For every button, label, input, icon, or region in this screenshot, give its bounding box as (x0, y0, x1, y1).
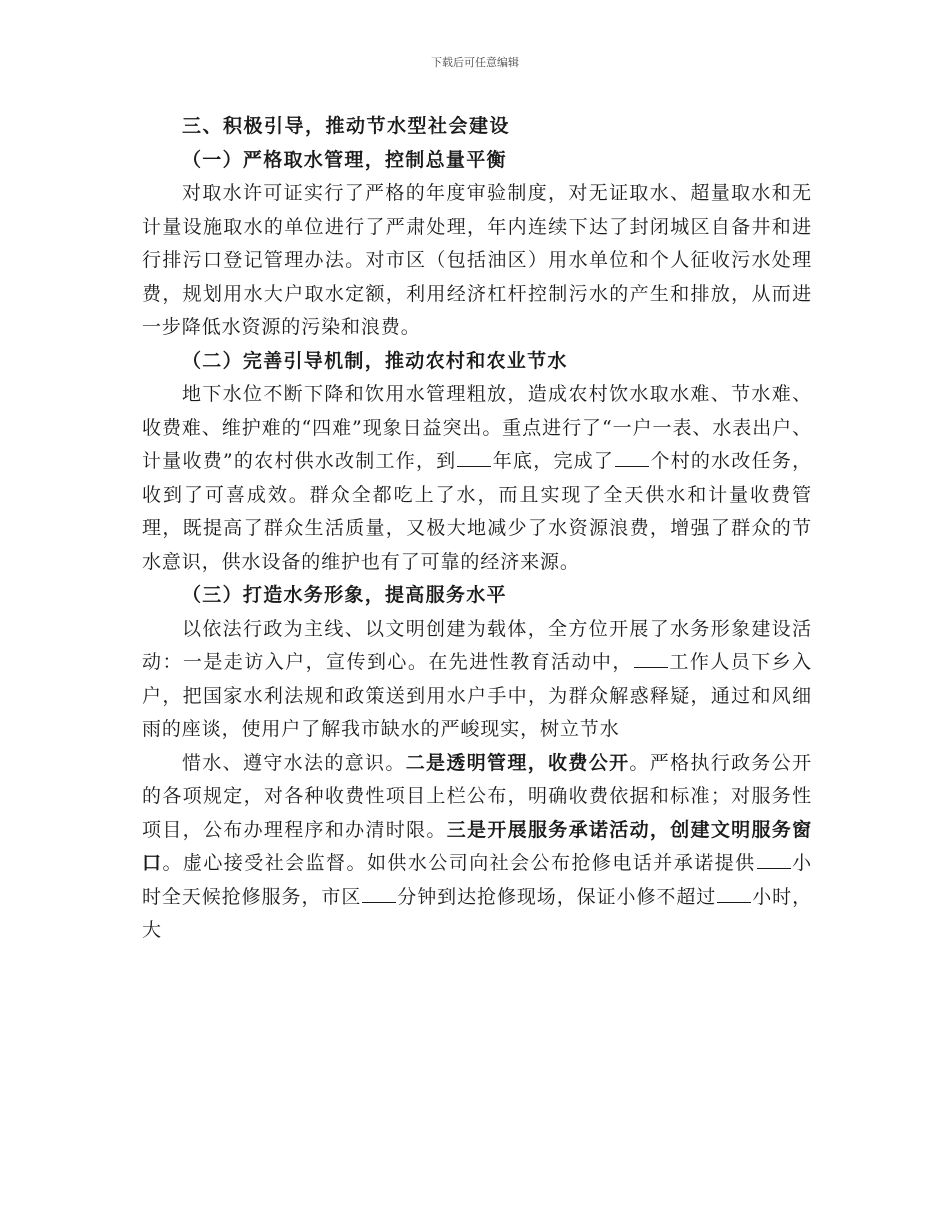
text-run: 惜水、遵守水法的意识。 (182, 751, 406, 774)
subsection-title-3: （三）打造水务形象，提高服务水平 (182, 584, 507, 606)
fill-blank (717, 884, 751, 903)
paragraph-4 (142, 747, 812, 948)
document-body (142, 110, 812, 948)
text-run: 。虚心接受社会监督。如供水公司向社会公布抢修电话并承诺提供 (162, 852, 756, 874)
fill-blank (615, 448, 649, 467)
bold-phrase: 二是透明管理，收费公开 (405, 751, 630, 774)
fill-blank (457, 448, 491, 467)
paragraph-1: 对取水许可证实行了严格的年度审验制度，对无证取水、超量取水和无计量设施取水的单位进行了严肃处理，年内连续下达了封闭城区自备井和进行排污口登记管理办法。对市区（包括油区）用水单位和个人征收污水处理费，规划用水大户取水定额，利用经济杠杆控制污水的产生和排放，从而进一步降低水资源的污染和浪费。 (142, 182, 812, 338)
paragraph-3 (142, 613, 812, 747)
section-title: 三、积极引导，推动节水型社会建设 (182, 115, 511, 137)
fill-blank (757, 850, 791, 869)
page-header: 下载后可任意编辑 (431, 56, 519, 69)
text-run: 以依法行政为主线、以文明创建为载体，全方位开展了水务形象建设活动：一是走访入户，宣传到心。在先进性教育活动中， (142, 617, 812, 673)
text-run: 工作人员下乡入户，把国家水利法规和政策送到用水户手中，为群众解惑释疑，通过和风细雨的座谈，使用户了解我市缺水的严峻现实，树立节水 (142, 651, 812, 740)
text-run: 小时，大 (142, 885, 812, 941)
paragraph-2 (142, 378, 812, 579)
bold-phrase: 三是开展服务承诺活动，创建文明服务窗口 (142, 818, 812, 874)
subsection-title-2: （二）完善引导机制，推动农村和农业节水 (182, 349, 568, 372)
text-run: 。严格执行政务公开的各项规定，对各种收费性项目上栏公布，明确收费依据和标准；对服务性项目，公布办理程序和办清时限。 (142, 751, 812, 841)
subsection-title-1: （一）严格取水管理，控制总量平衡 (182, 148, 507, 171)
fill-blank (362, 884, 396, 903)
text-run: 年底，完成了 (492, 450, 615, 472)
text-run: 小时全天候抢修服务，市区 (142, 852, 812, 908)
text-run: 分钟到达抢修现场，保证小修不超过 (397, 885, 717, 908)
text-run: 个村的水改任务，收到了可喜成效。群众全都吃上了水，而且实现了全天供水和计量收费管理，既提高了群众生活质量，又极大地减少了水资源浪费，增强了群众的节水意识，供水设备的维护也有了可靠的经济来源。 (142, 450, 812, 573)
text-run: 地下水位不断下降和饮用水管理粗放，造成农村饮水取水难、节水难、收费难、维护难的“四难”现象日益突出。重点进行了“一户一表、水表出户、计量收费”的农村供水改制工作，到 (142, 383, 812, 472)
fill-blank (634, 649, 668, 668)
